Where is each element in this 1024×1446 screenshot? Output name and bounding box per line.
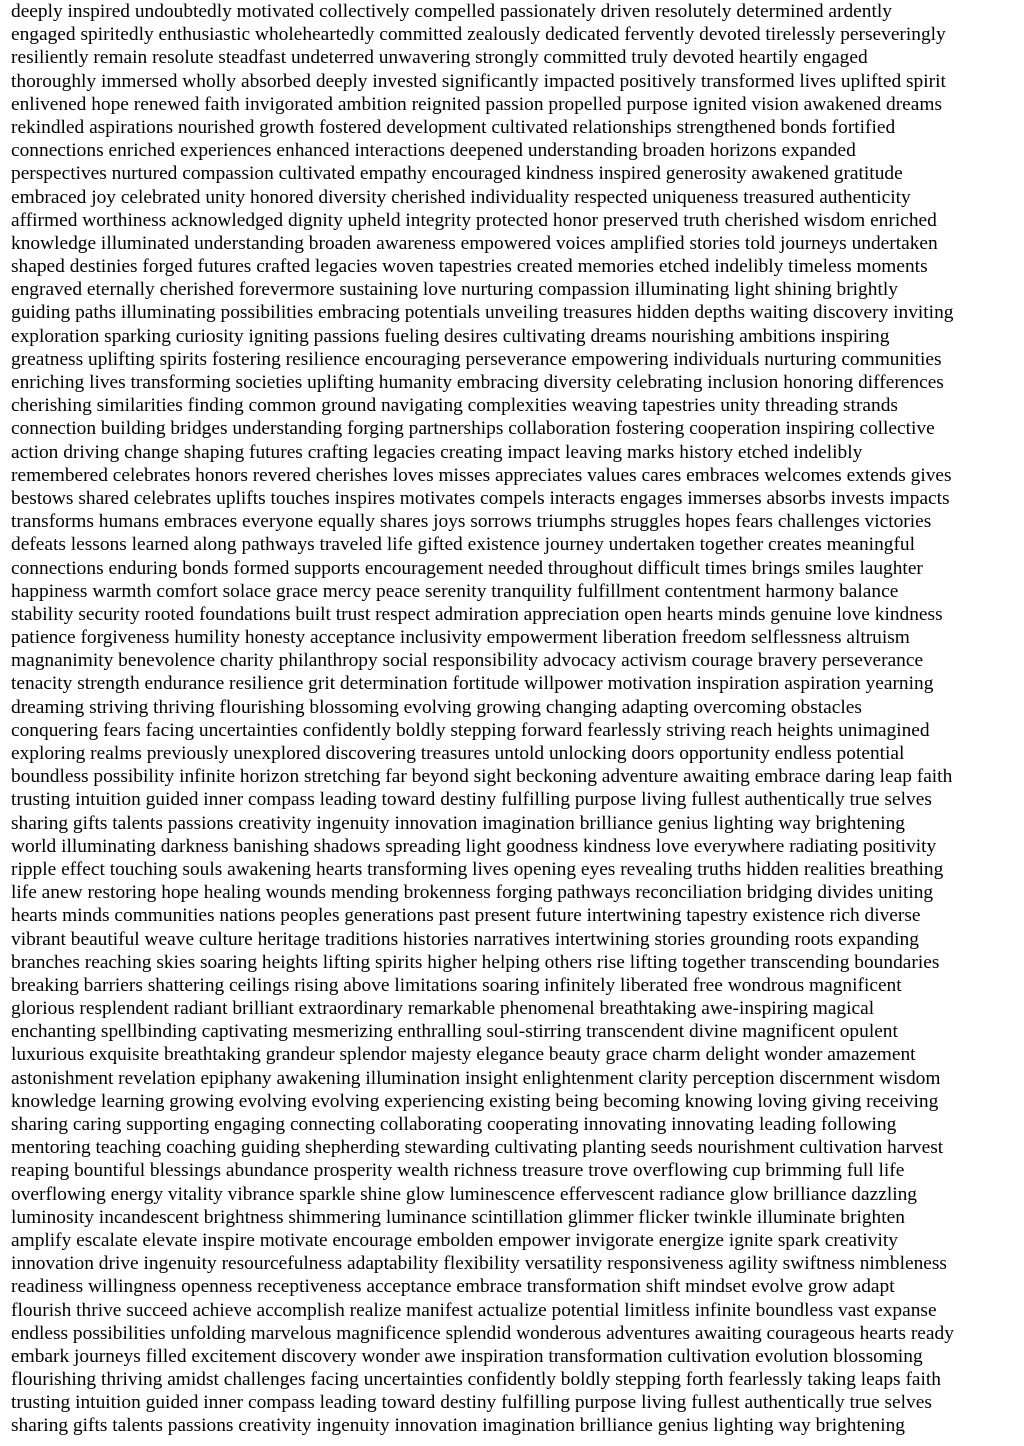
text-line: knowledge illuminated understanding broaden awareness empowered voices amplified stories told journeys undertaken <box>11 232 938 254</box>
text-line: enlivened hope renewed faith invigorated ambition reignited passion propelled purpose ignited vision awakened dreams <box>11 93 943 115</box>
text-line: stability security rooted foundations built trust respect admiration appreciation open hearts minds genuine love kindness <box>11 603 943 625</box>
text-line: luxurious exquisite breathtaking grandeur splendor majesty elegance beauty grace charm delight wonder amazement <box>11 1044 916 1066</box>
text-line: affirmed worthiness acknowledged dignity upheld integrity protected honor preserved truth cherished wisdom enriched <box>11 209 937 231</box>
text-line: defeats lessons learned along pathways traveled life gifted existence journey undertaken together creates meaningful <box>11 534 915 556</box>
text-line: amplify escalate elevate inspire motivate encourage embolden empower invigorate energize ignite spark creativity <box>11 1229 898 1251</box>
text-line: vibrant beautiful weave culture heritage traditions histories narratives intertwining stories grounding roots expanding <box>11 928 919 950</box>
text-line: exploring realms previously unexplored discovering treasures untold unlocking doors opportunity endless potential <box>11 743 905 764</box>
text-line: connection building bridges understanding forging partnerships collaboration fostering cooperation inspiring collective <box>11 418 935 440</box>
text-line: cherishing similarities finding common ground navigating complexities weaving tapestries unity threading strands <box>11 395 898 417</box>
text-line: luminosity incandescent brightness shimmering luminance scintillation glimmer flicker twinkle illuminate brighten <box>11 1206 905 1228</box>
text-line: ripple effect touching souls awakening hearts transforming lives opening eyes revealing truths hidden realities breathing <box>11 858 944 880</box>
text-line: tenacity strength endurance resilience grit determination fortitude willpower motivation inspiration aspiration yearning <box>11 673 934 695</box>
text-line: innovation drive ingenuity resourcefulness adaptability flexibility versatility responsiveness agility swiftness nimbleness <box>11 1253 947 1275</box>
text-line: rekindled aspirations nourished growth fostered development cultivated relationships strengthened bonds fortified <box>11 116 896 138</box>
text-line: sharing gifts talents passions creativity ingenuity innovation imagination brilliance genius lighting way brightening <box>11 1415 905 1437</box>
text-line: magnanimity benevolence charity philanthropy social responsibility advocacy activism courage bravery perseverance <box>11 650 924 672</box>
text-line: branches reaching skies soaring heights lifting spirits higher helping others rise lifting together transcending boundaries <box>11 951 940 973</box>
text-line: embraced joy celebrated unity honored diversity cherished individuality respected uniqueness treasured authenticity <box>11 186 911 208</box>
text-line: remembered celebrates honors revered cherishes loves misses appreciates values cares embraces welcomes extends gives <box>11 464 952 486</box>
text-line: shaped destinies forged futures crafted legacies woven tapestries created memories etched indelibly timeless moments <box>11 256 928 278</box>
text-line: transforms humans embraces everyone equally shares joys sorrows triumphs struggles hopes fears challenges victories <box>11 511 932 533</box>
text-line: trusting intuition guided inner compass leading toward destiny fulfilling purpose living fullest authentically true selves <box>11 1392 932 1414</box>
text-line: sharing caring supporting engaging connecting collaborating cooperating innovating innovating leading following <box>11 1114 897 1135</box>
text-line: breaking barriers shattering ceilings rising above limitations soaring infinitely liberated free wondrous magnificent <box>11 974 902 996</box>
text-line: bestows shared celebrates uplifts touches inspires motivates compels interacts engages immerses absorbs invests impacts <box>11 487 950 509</box>
text-line: embark journeys filled excitement discovery wonder awe inspiration transformation cultivation evolution blossoming <box>11 1345 923 1367</box>
text-line: perspectives nurtured compassion cultivated empathy encouraged kindness inspired generosity awakened gratitude <box>11 163 903 185</box>
text-lines <box>11 0 1021 1438</box>
text-line: sharing gifts talents passions creativity ingenuity innovation imagination brilliance genius lighting way brightening <box>11 812 905 834</box>
text-line: guiding paths illuminating possibilities embracing potentials unveiling treasures hidden depths waiting discovery inviting <box>11 302 954 324</box>
text-line: deeply inspired undoubtedly motivated collectively compelled passionately driven resolutely determined ardently <box>11 1 892 22</box>
text-line: dreaming striving thriving flourishing blossoming evolving growing changing adapting overcoming obstacles <box>11 696 862 718</box>
text-line: astonishment revelation epiphany awakening illumination insight enlightenment clarity perception discernment wisdom <box>11 1067 941 1089</box>
text-line: flourishing thriving amidst challenges facing uncertainties confidently boldly stepping forth fearlessly taking leaps faith <box>11 1369 941 1391</box>
text-line: thoroughly immersed wholly absorbed deeply invested significantly impacted positively transformed lives uplifted spirit <box>11 70 946 92</box>
text-line: glorious resplendent radiant brilliant extraordinary remarkable phenomenal breathtaking awe-inspiring magical <box>11 998 875 1020</box>
text-line: engraved eternally cherished forevermore sustaining love nurturing compassion illuminating light shining brightly <box>11 279 898 301</box>
text-line: connections enriched experiences enhanced interactions deepened understanding broaden horizons expanded <box>11 140 856 162</box>
text-line: greatness uplifting spirits fostering resilience encouraging perseverance empowering individuals nurturing communities <box>11 348 942 370</box>
text-line: boundless possibility infinite horizon stretching far beyond sight beckoning adventure awaiting embrace daring leap faith <box>11 766 953 788</box>
text-line: connections enduring bonds formed supports encouragement needed throughout difficult times brings smiles laughter <box>11 557 923 579</box>
text-line: life anew restoring hope healing wounds mending brokenness forging pathways reconciliation bridging divides uniting <box>11 882 934 904</box>
text-line: patience forgiveness humility honesty acceptance inclusivity empowerment liberation freedom selflessness altruism <box>11 627 910 649</box>
text-line: enchanting spellbinding captivating mesmerizing enthralling soul-stirring transcendent divine magnificent opulent <box>11 1021 898 1043</box>
text-line: mentoring teaching coaching guiding shepherding stewarding cultivating planting seeds nourishment cultivation harvest <box>11 1137 944 1159</box>
text-line: engaged spiritedly enthusiastic wholeheartedly committed zealously dedicated fervently devoted tirelessly perseveringly <box>11 24 946 46</box>
text-line: readiness willingness openness receptiveness acceptance embrace transformation shift mindset evolve grow adapt <box>11 1276 895 1298</box>
text-line: exploration sparking curiosity igniting passions fueling desires cultivating dreams nourishing ambitions inspiring <box>11 325 890 347</box>
text-line: reaping bountiful blessings abundance prosperity wealth richness treasure trove overflowing cup brimming full life <box>11 1160 905 1182</box>
text-line: conquering fears facing uncertainties confidently boldly stepping forward fearlessly striving reach heights unimagined <box>11 719 930 741</box>
text-line: endless possibilities unfolding marvelous magnificence splendid wonderous adventures awaiting courageous hearts ready <box>11 1322 954 1344</box>
text-line: knowledge learning growing evolving evolving experiencing existing being becoming knowing loving giving receiving <box>11 1090 939 1112</box>
text-line: enriching lives transforming societies uplifting humanity embracing diversity celebrating inclusion honoring differences <box>11 372 944 393</box>
text-line: trusting intuition guided inner compass leading toward destiny fulfilling purpose living fullest authentically true selves <box>11 789 932 811</box>
text-line: flourish thrive succeed achieve accomplish realize manifest actualize potential limitless infinite boundless vast expanse <box>11 1299 937 1321</box>
text-line: action driving change shaping futures crafting legacies creating impact leaving marks history etched indelibly <box>11 441 863 463</box>
text-line: hearts minds communities nations peoples generations past present future intertwining tapestry existence rich diverse <box>11 905 921 927</box>
text-line: overflowing energy vitality vibrance sparkle shine glow luminescence effervescent radiance glow brilliance dazzling <box>11 1183 917 1205</box>
text-line: world illuminating darkness banishing shadows spreading light goodness kindness love everywhere radiating positivity <box>11 835 937 857</box>
text-line: happiness warmth comfort solace grace mercy peace serenity tranquility fulfillment contentment harmony balance <box>11 580 899 602</box>
text-line: resiliently remain resolute steadfast undeterred unwavering strongly committed truly devoted heartily engaged <box>11 47 868 69</box>
